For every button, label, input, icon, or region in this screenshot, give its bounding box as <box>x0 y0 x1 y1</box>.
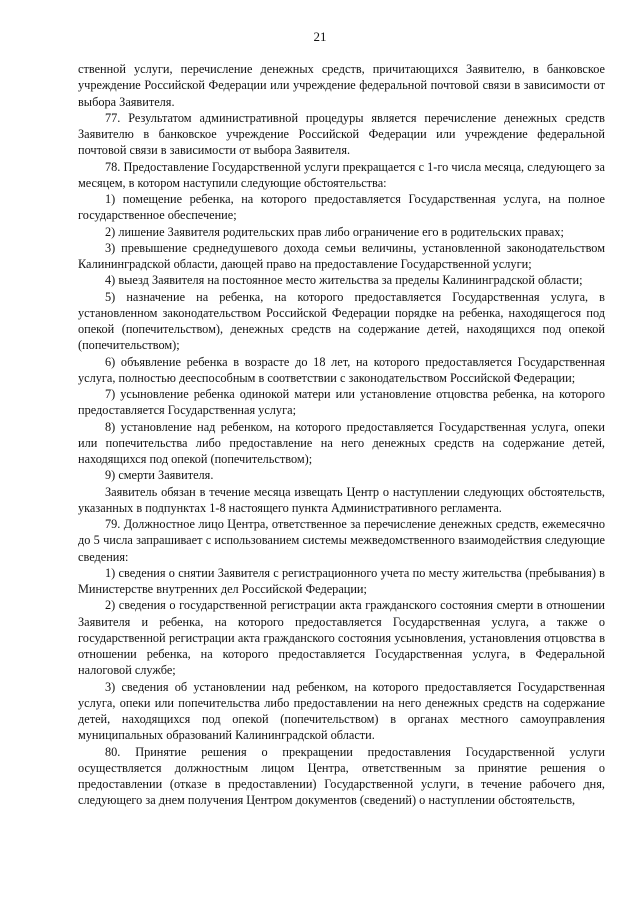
list-item-78-6: 6) объявление ребенка в возрасте до 18 лет, на которого предоставляется Государственная услуга, полностью дееспособным в соответствии с законодательством Российской Федерации; <box>78 354 605 385</box>
list-item-78-4: 4) выезд Заявителя на постоянное место жительства за пределы Калининградской области; <box>105 273 583 288</box>
paragraph-notice-obligation: Заявитель обязан в течение месяца извещать Центр о наступлении следующих обстоятельств, указанных в подпунктах 1-8 настоящего пункта Административного регламента. <box>78 484 605 515</box>
list-item-78-1: 1) помещение ребенка, на которого предоставляется Государственная услуга, на полное государственное обеспечение; <box>78 192 605 223</box>
list-item-78-2: 2) лишение Заявителя родительских прав либо ограничение его в родительских правах; <box>105 224 564 239</box>
paragraph-77: 77. Результатом административной процедуры является перечисление денежных средств Заявителю в банковское учреждение Российской Федерации или учреждение федеральной почтовой связи в зависимости от выбора Заявителя. <box>78 110 605 158</box>
list-item-78-3: 3) превышение среднедушевого дохода семьи величины, установленной законодательством Калининградской области, дающей право на предоставление Государственной услуги; <box>78 240 605 271</box>
list-item-79-2: 2) сведения о государственной регистрации акта гражданского состояния смерти в отношении Заявителя и ребенка, на которого предоставляется Государственная услуга, а также о государственной регистрации акта гражданского состояния усыновления, установления отцовства в отношении ребенка, на которого предоставляется Государственная услуга, в Федеральной налоговой службе; <box>78 598 605 678</box>
paragraph-continuation: ственной услуги, перечисление денежных средств, причитающихся Заявителю, в банковское учреждение Российской Федерации или учреждение федеральной почтовой связи в зависимости от выбора Заявителя. <box>78 62 605 109</box>
list-item-79-3: 3) сведения об установлении над ребенком, на которого предоставляется Государственная услуга, опеки или попечительства либо предоставлении на него денежных средств на содержание детей, находящихся под опекой (попечительством) в органах местного самоуправления муниципальных образований Калининградской области. <box>78 679 605 743</box>
page-number: 21 <box>313 29 327 44</box>
list-item-78-9: 9) смерти Заявителя. <box>105 468 214 483</box>
list-item-78-8: 8) установление над ребенком, на которого предоставляется Государственная услуга, опеки или попечительства либо предоставление на него денежных средств на содержание детей, находящихся под опекой (попечительством); <box>78 419 605 466</box>
list-item-78-5: 5) назначение на ребенка, на которого предоставляется Государственная услуга, в установленном законодательством Российской Федерации порядке на ребенка, находящегося под опекой (попечительством), денежных средств на содержание детей, находящихся под опекой (попечительством); <box>78 289 605 353</box>
paragraph-79: 79. Должностное лицо Центра, ответственное за перечисление денежных средств, ежемесячно до 5 числа запрашивает с использованием системы межведомственного взаимодействия следующие сведения: <box>78 517 605 564</box>
paragraph-80: 80. Принятие решения о прекращении предоставления Государственной услуги осуществляется должностным лицом Центра, ответственным за принятие решения о предоставлении (отказе в предоставлении) Государственной услуги, в течение рабочего дня, следующего за днем получения Центром документов (сведений) о наступлении обстоятельств, <box>78 744 605 808</box>
list-item-79-1: 1) сведения о снятии Заявителя с регистрационного учета по месту жительства (пребывания) в Министерстве внутренних дел Российской Федерации; <box>78 565 605 596</box>
list-item-78-7: 7) усыновление ребенка одинокой матери или установление отцовства ребенка, на которого предоставляется Государственная услуга; <box>78 387 605 418</box>
paragraph-78: 78. Предоставление Государственной услуги прекращается с 1-го числа месяца, следующего за месяцем, в котором наступили следующие обстоятельства: <box>78 159 605 190</box>
document-body <box>78 61 605 809</box>
